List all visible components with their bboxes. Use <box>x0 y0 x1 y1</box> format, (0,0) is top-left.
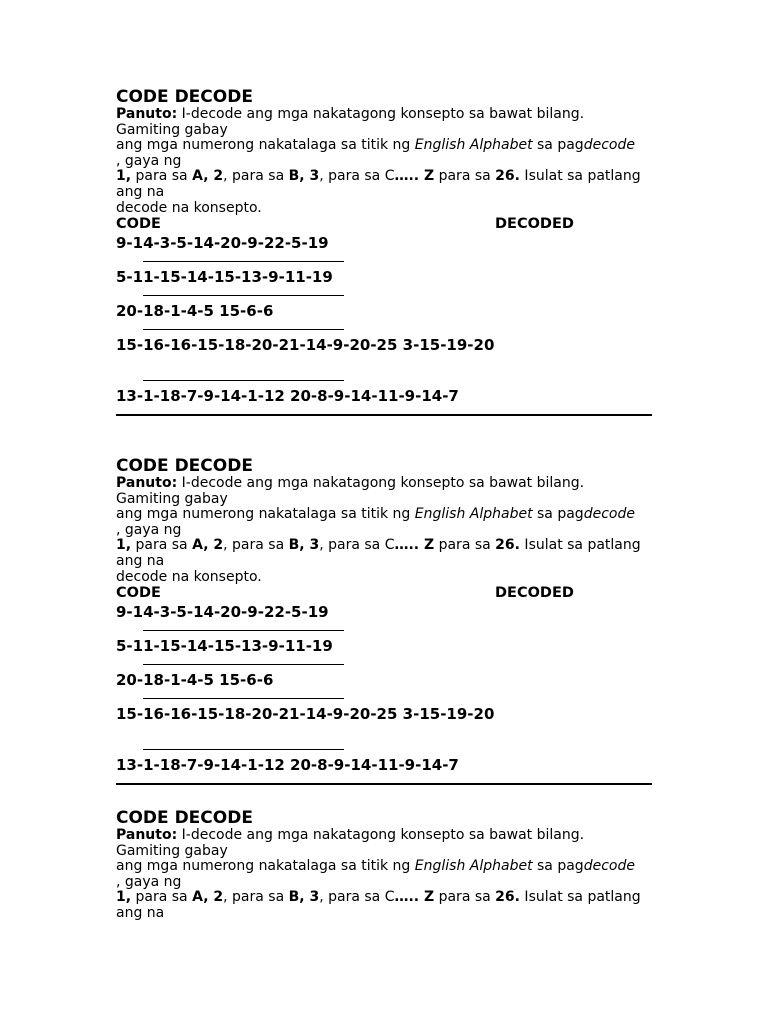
instructions: Panuto: I-decode ang mga nakatagong konsepto sa bawat bilang. Gamiting gabay ang mga numerong nakatalaga sa titik ng English Alphabet sa pagdecode , gaya ng 1, para sa A, 2, para sa B, 3, para sa C….. Z para sa 26. Isulat sa patlang ang na <box>116 827 641 921</box>
worksheet-section-3 <box>116 808 652 922</box>
decoded-column-label: DECODED <box>495 216 574 233</box>
section-title: CODE DECODE <box>116 808 253 828</box>
instructions: Panuto: I-decode ang mga nakatagong konsepto sa bawat bilang. Gamiting gabay ang mga numerong nakatalaga sa titik ng English Alphabet sa pagdecode , gaya ng 1, para sa A, 2, para sa B, 3, para sa C….. Z para sa 26. Isulat sa patlang ang na decode na konsepto. <box>116 106 641 216</box>
answer-blank[interactable] <box>143 749 344 750</box>
instructions: Panuto: I-decode ang mga nakatagong konsepto sa bawat bilang. Gamiting gabay ang mga numerong nakatalaga sa titik ng English Alphabet sa pagdecode , gaya ng 1, para sa A, 2, para sa B, 3, para sa C….. Z para sa 26. Isulat sa patlang ang na decode na konsepto. <box>116 475 641 585</box>
answer-blank[interactable] <box>143 664 344 665</box>
code-item: 9-14-3-5-14-20-9-22-5-19 <box>116 603 329 622</box>
section-divider <box>116 783 652 785</box>
column-header <box>116 216 652 233</box>
instructions-label: Panuto: <box>116 827 178 843</box>
answer-blank[interactable] <box>143 295 344 296</box>
answer-blank[interactable] <box>143 380 344 381</box>
code-list <box>116 602 652 802</box>
answer-blank[interactable] <box>143 630 344 631</box>
code-column-label: CODE <box>116 585 161 602</box>
instructions-label: Panuto: <box>116 475 178 491</box>
section-title: CODE DECODE <box>116 456 253 476</box>
code-item: 20-18-1-4-5 15-6-6 <box>116 302 274 321</box>
code-item: 20-18-1-4-5 15-6-6 <box>116 671 274 690</box>
section-title: CODE DECODE <box>116 87 253 107</box>
worksheet-section-2 <box>116 456 652 802</box>
decoded-column-label: DECODED <box>495 585 574 602</box>
instructions-label: Panuto: <box>116 106 178 122</box>
section-divider <box>116 414 652 416</box>
worksheet-section-1 <box>116 87 652 433</box>
code-item: 5-11-15-14-15-13-9-11-19 <box>116 637 333 656</box>
answer-blank[interactable] <box>143 698 344 699</box>
code-item: 13-1-18-7-9-14-1-12 20-8-9-14-11-9-14-7 <box>116 756 459 775</box>
column-header <box>116 585 652 602</box>
code-list <box>116 233 652 433</box>
code-item: 15-16-16-15-18-20-21-14-9-20-25 3-15-19-20 <box>116 705 495 724</box>
code-item: 13-1-18-7-9-14-1-12 20-8-9-14-11-9-14-7 <box>116 387 459 406</box>
code-item: 5-11-15-14-15-13-9-11-19 <box>116 268 333 287</box>
code-column-label: CODE <box>116 216 161 233</box>
code-item: 9-14-3-5-14-20-9-22-5-19 <box>116 234 329 253</box>
answer-blank[interactable] <box>143 261 344 262</box>
answer-blank[interactable] <box>143 329 344 330</box>
code-item: 15-16-16-15-18-20-21-14-9-20-25 3-15-19-20 <box>116 336 495 355</box>
